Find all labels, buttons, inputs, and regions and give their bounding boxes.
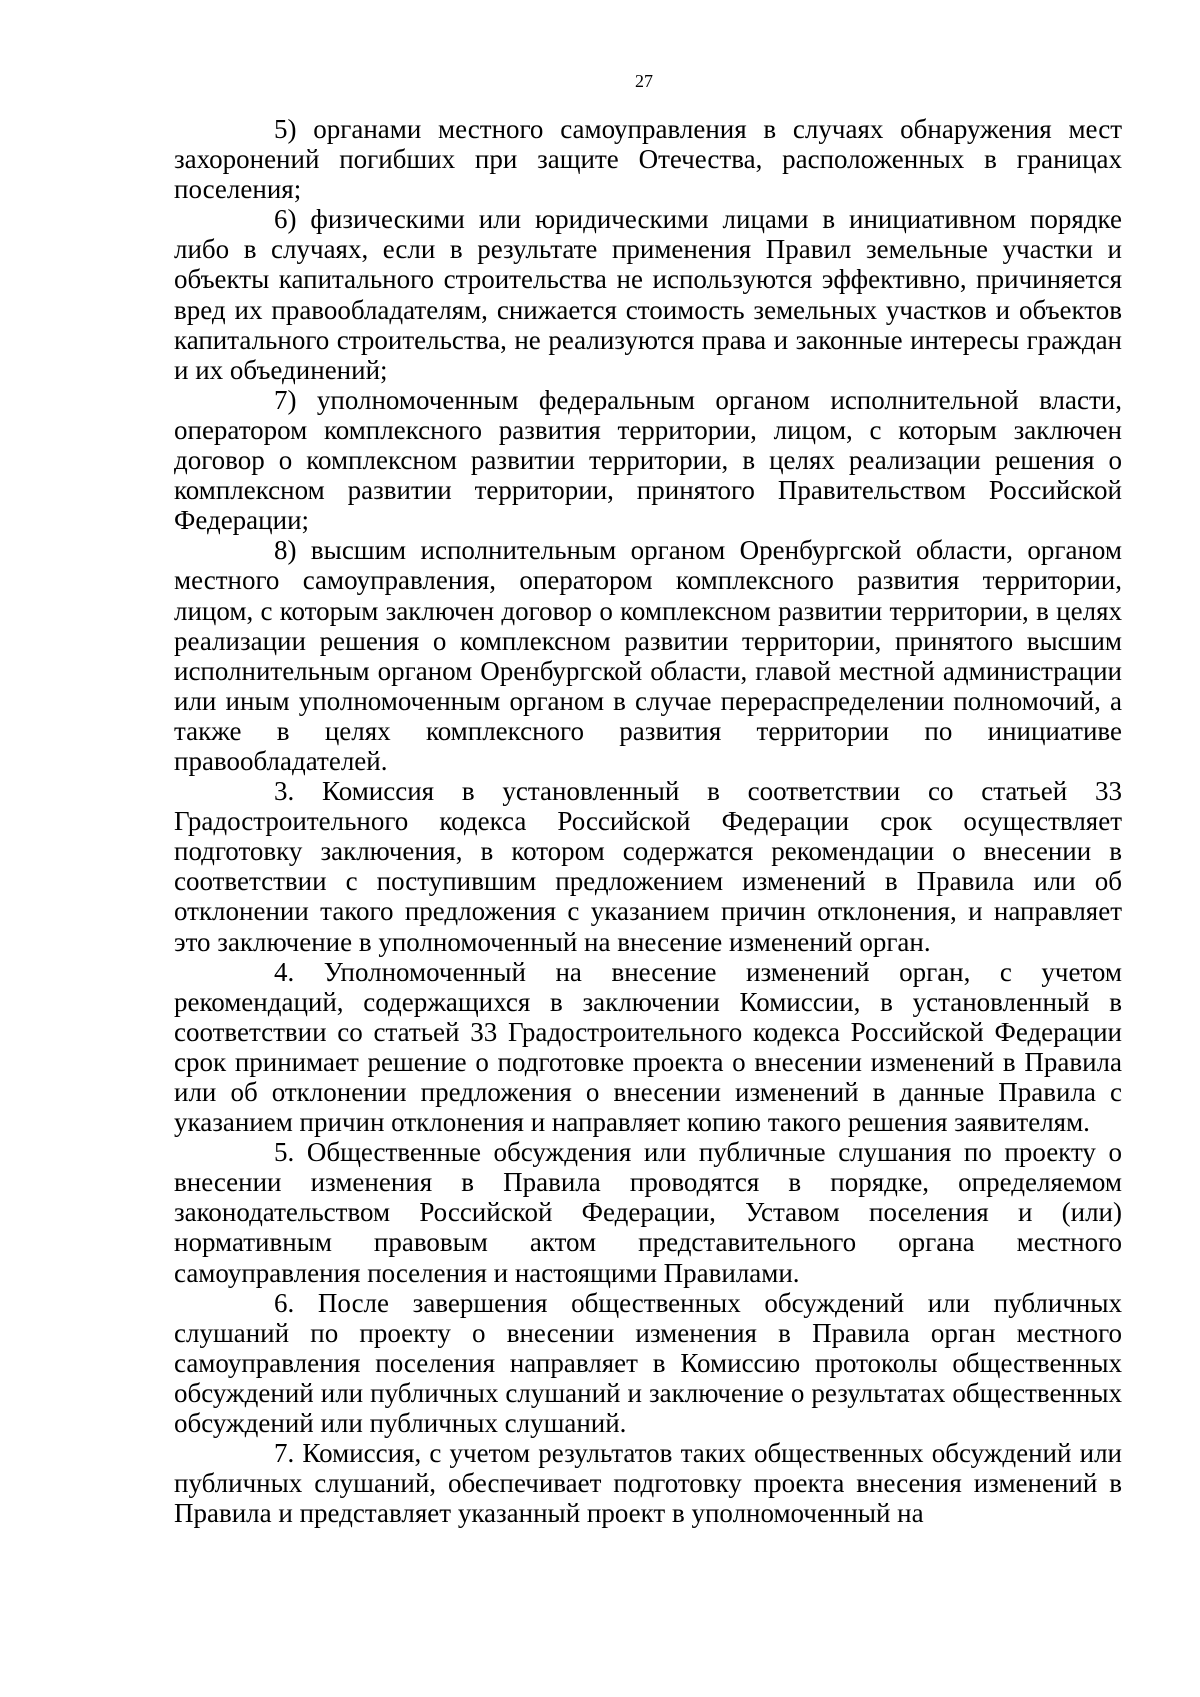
- paragraph-section-7: 7. Комиссия, с учетом результатов таких общественных обсуждений или публичных слушаний, обеспечивает подготовку проекта внесения изменений в Правила и представляет указанный проект в уполномоченный на: [174, 1438, 1122, 1529]
- paragraph-section-4: 4. Уполномоченный на внесение изменений орган, с учетом рекомендаций, содержащихся в заключении Комиссии, в установленный в соответствии со статьей 33 Градостроительного кодекса Российской Федерации срок принимает решение о подготовке проекта о внесении изменений в Правила или об отклонении предложения о внесении изменений в данные Правила с указанием причин отклонения и направляет копию такого решения заявителям.: [174, 956, 1122, 1138]
- paragraph-section-5: 5. Общественные обсуждения или публичные слушания по проекту о внесении изменения в Правила проводятся в порядке, определяемом законодательством Российской Федерации, Уставом поселения и (или) нормативным правовым актом представительного органа местного самоуправления поселения и настоящими Правилами.: [174, 1137, 1122, 1288]
- paragraph-item-7: 7) уполномоченным федеральным органом исполнительной власти, оператором комплексного развития территории, лицом, с которым заключен договор о комплексном развитии территории, в целях реализации решения о комплексном развитии территории, принятого Правительством Российской Федерации;: [174, 384, 1122, 536]
- paragraph-section-3: 3. Комиссия в установленный в соответствии со статьей 33 Градостроительного кодекса Российской Федерации срок осуществляет подготовку заключения, в котором содержатся рекомендации о внесении в соответствии с поступившим предложением изменений в Правила или об отклонении такого предложения с указанием причин отклонения, и направляет это заключение в уполномоченный на внесение изменений орган.: [174, 776, 1122, 957]
- paragraph-item-8: 8) высшим исполнительным органом Оренбургской области, органом местного самоуправления, оператором комплексного развития территории, лицом, с которым заключен договор о комплексном развитии территории, в целях реализации решения о комплексном развитии территории, принятого высшим исполнительным органом Оренбургской области, главой местной администрации или иным уполномоченным органом в случае перераспределении полномочий, а также в целях комплексного развития территории по инициативе правообладателей.: [174, 535, 1122, 776]
- paragraph-item-5: 5) органами местного самоуправления в случаях обнаружения мест захоронений погибших при защите Отечества, расположенных в границах поселения;: [174, 114, 1122, 205]
- paragraph-section-6: 6. После завершения общественных обсуждений или публичных слушаний по проекту о внесении изменения в Правила орган местного самоуправления поселения направляет в Комиссию протоколы общественных обсуждений или публичных слушаний и заключение о результатах общественных обсуждений или публичных слушаний.: [174, 1287, 1122, 1439]
- page-number: 27: [635, 71, 653, 91]
- document-body: [174, 114, 1122, 1528]
- paragraph-item-6: 6) физическими или юридическими лицами в инициативном порядке либо в случаях, если в результате применения Правил земельные участки и объекты капитального строительства не используются эффективно, причиняется вред их правообладателям, снижается стоимость земельных участков и объектов капитального строительства, не реализуются права и законные интересы граждан и их объединений;: [174, 204, 1122, 385]
